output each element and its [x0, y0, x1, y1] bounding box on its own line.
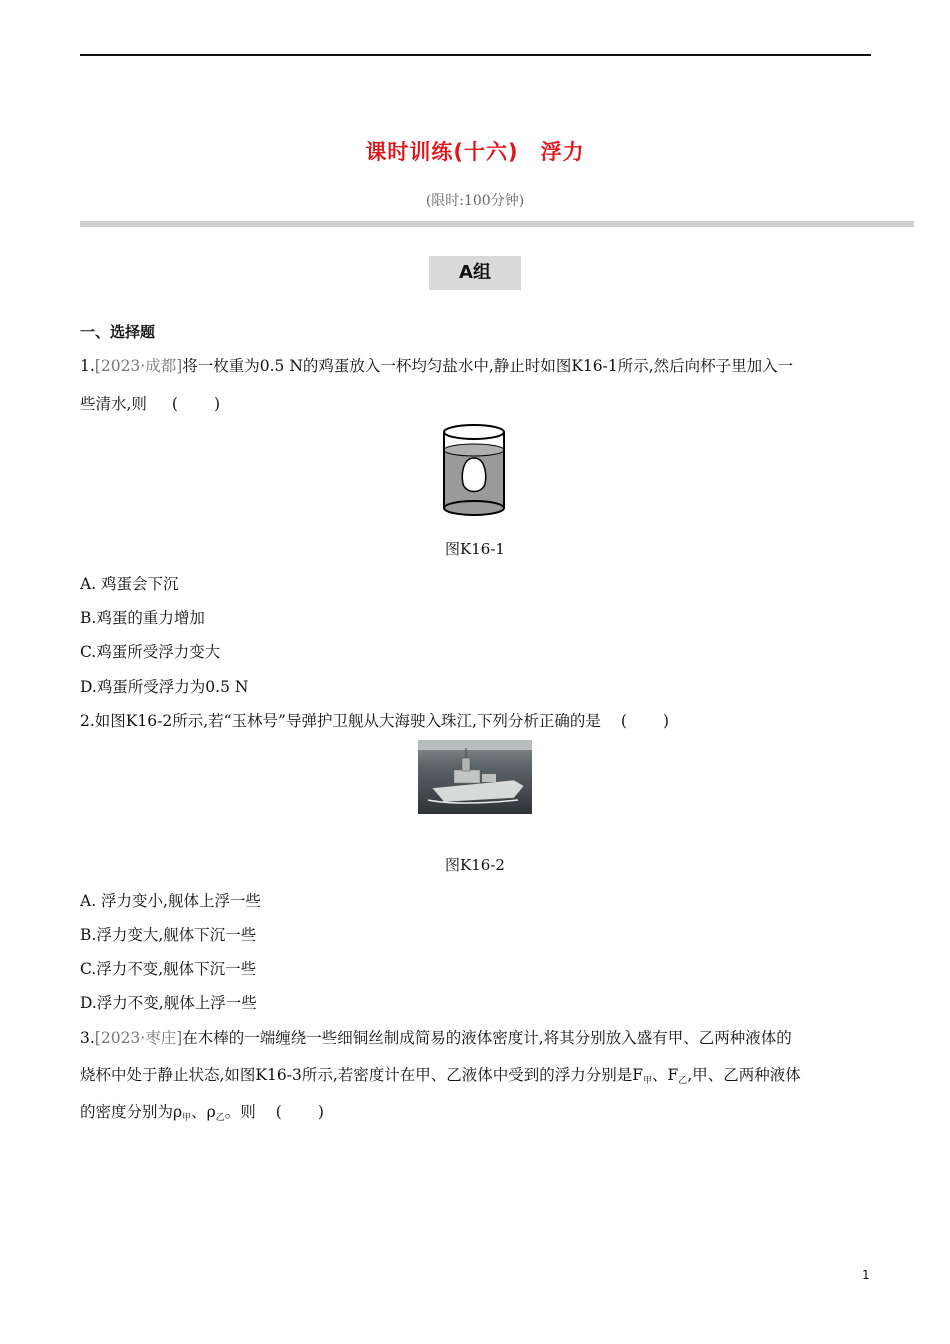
subscript-jia: 甲 [182, 1113, 192, 1123]
egg [462, 458, 485, 492]
q1-option-c: C.鸡蛋所受浮力变大 [80, 643, 221, 661]
q3-number: 3. [80, 1029, 95, 1047]
q1-text: 将一枚重为0.5 N的鸡蛋放入一杯均匀盐水中,静止时如图K16-1所示,然后向杯子里加入一 [182, 357, 794, 375]
subscript-yi: 乙 [678, 1076, 688, 1086]
q2-text: 2.如图K16-2所示,若“玉林号”导弹护卫舰从大海驶入珠江,下列分析正确的是 [80, 712, 601, 730]
q3-text-cont3: 的密度分别为ρ [80, 1103, 183, 1121]
q3-separator: 、F [652, 1066, 679, 1084]
divider-bar [80, 221, 914, 227]
q3-line2 [80, 1063, 801, 1085]
q1-option-b: B.鸡蛋的重力增加 [80, 609, 205, 627]
top-rule [80, 54, 871, 56]
group-label: A组 [429, 256, 521, 290]
q1-option-a: A. 鸡蛋会下沉 [80, 575, 179, 593]
figure-caption-k16-1: 图K16-1 [445, 540, 505, 558]
q1-text-cont: 些清水,则 [80, 395, 147, 413]
page-number: 1 [862, 1268, 870, 1282]
answer-paren-close: ) [662, 712, 670, 730]
answer-paren-open: ( [620, 712, 627, 730]
beaker-rim [444, 425, 504, 439]
q3-line1 [80, 1026, 792, 1048]
q2-option-a: A. 浮力变小,舰体上浮一些 [80, 892, 261, 910]
q1-line2 [80, 392, 220, 414]
figure-caption-k16-2: 图K16-2 [445, 856, 505, 874]
subscript-yi: 乙 [215, 1113, 225, 1123]
section-heading: 一、选择题 [80, 323, 156, 341]
answer-paren-open: ( [275, 1103, 282, 1121]
time-limit: (限时:100分钟) [425, 193, 525, 209]
q3-source: [2023·枣庄] [94, 1029, 183, 1047]
beaker-bottom [444, 501, 504, 515]
q1-line1 [80, 354, 793, 376]
q3-text-cont2: ,甲、乙两种液体 [687, 1066, 801, 1084]
water-surface [444, 444, 504, 456]
beaker-egg-figure [441, 422, 507, 518]
q1-number: 1. [80, 357, 95, 375]
q2-option-b: B.浮力变大,舰体下沉一些 [80, 926, 257, 944]
answer-paren-open: ( [171, 395, 178, 413]
warship-photo [418, 740, 532, 814]
answer-paren-close: ) [213, 395, 220, 413]
q2-stem [80, 709, 669, 731]
subscript-jia: 甲 [643, 1076, 653, 1086]
q1-option-d: D.鸡蛋所受浮力为0.5 N [80, 678, 249, 696]
q2-option-c: C.浮力不变,舰体下沉一些 [80, 960, 257, 978]
title-main: 课时训练(十六) [365, 140, 519, 164]
q2-option-d: D.浮力不变,舰体上浮一些 [80, 994, 257, 1012]
title-topic: 浮力 [540, 140, 585, 164]
q1-source: [2023·成都] [94, 357, 183, 375]
page-title [0, 136, 950, 166]
q3-line3 [80, 1100, 324, 1122]
q3-text: 在木棒的一端缠绕一些细铜丝制成简易的液体密度计,将其分别放入盛有甲、乙两种液体的 [182, 1029, 792, 1047]
q3-text-cont: 烧杯中处于静止状态,如图K16-3所示,若密度计在甲、乙液体中受到的浮力分别是F [80, 1066, 644, 1084]
answer-paren-close: ) [317, 1103, 324, 1121]
q3-separator: 、ρ [191, 1103, 216, 1121]
q3-text-cont4: 。则 [224, 1103, 256, 1121]
